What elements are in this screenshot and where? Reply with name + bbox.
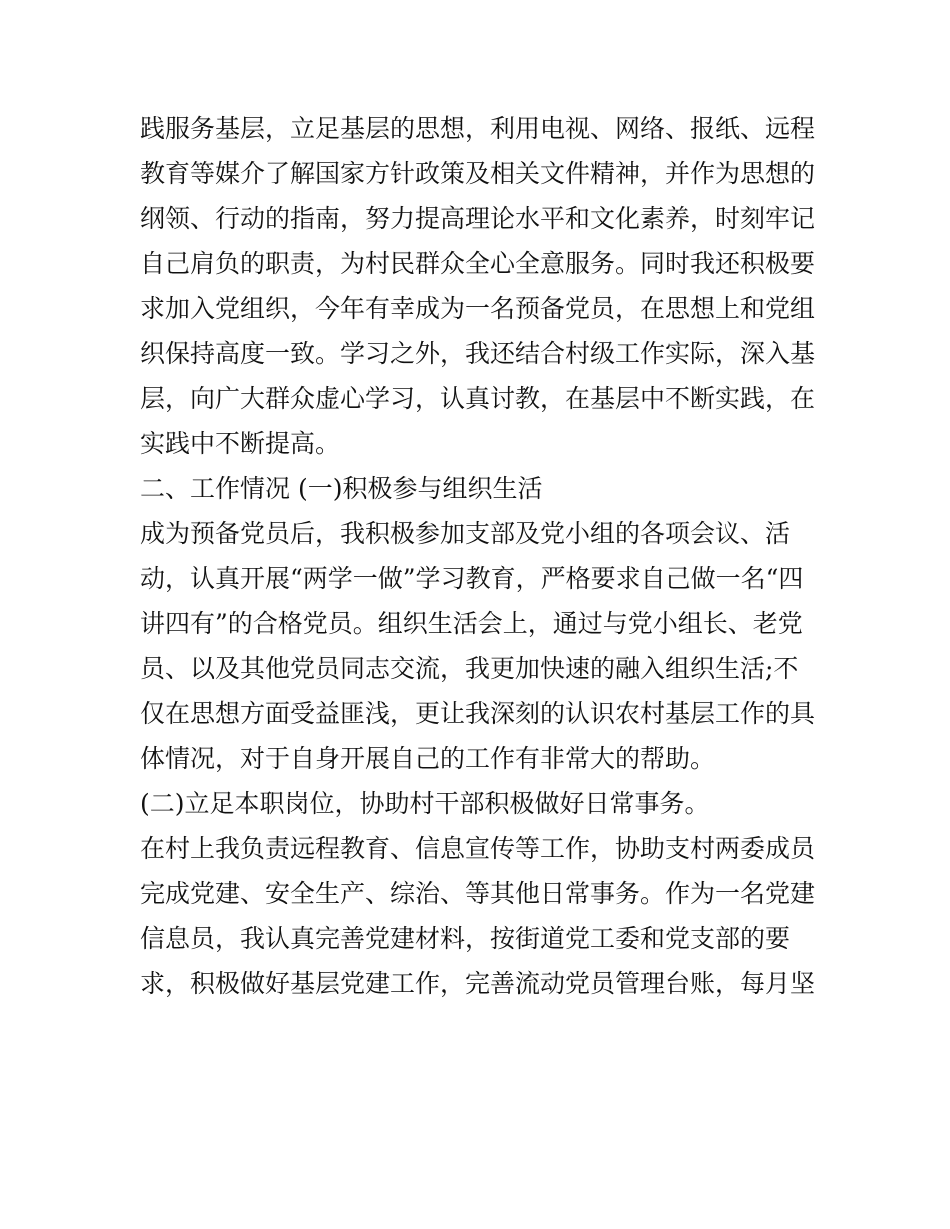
text-line: 实践中不断提高。 <box>140 429 341 458</box>
subsection-heading: (二)立足本职岗位，协助村干部积极做好日常事务。 <box>140 789 710 818</box>
text-line: 纲领、行动的指南，努力提高理论水平和文化素养，时刻牢记 <box>140 204 816 233</box>
section-heading: 二、工作情况 (一)积极参与组织生活 <box>140 474 543 503</box>
text-line: 员、以及其他党员同志交流，我更加快速的融入组织生活;不 <box>140 654 799 683</box>
text-line: 讲四有”的合格党员。组织生活会上，通过与党小组长、老党 <box>140 609 803 638</box>
text-line: 求加入党组织，今年有幸成为一名预备党员，在思想上和党组 <box>140 294 816 323</box>
text-line: 求，积极做好基层党建工作，完善流动党员管理台账，每月坚 <box>140 969 816 998</box>
text-line: 信息员，我认真完善党建材料，按街道党工委和党支部的要 <box>140 924 791 953</box>
text-line: 自己肩负的职责，为村民群众全心全意服务。同时我还积极要 <box>140 249 816 278</box>
text-line: 动，认真开展“两学一做”学习教育，严格要求自己做一名“四 <box>140 564 804 593</box>
text-line: 教育等媒介了解国家方针政策及相关文件精神，并作为思想的 <box>140 159 816 188</box>
body-text <box>140 106 820 1006</box>
text-line: 成为预备党员后，我积极参加支部及党小组的各项会议、活 <box>140 519 791 548</box>
text-line: 体情况，对于自身开展自己的工作有非常大的帮助。 <box>140 744 716 773</box>
text-line: 完成党建、安全生产、综治、等其他日常事务。作为一名党建 <box>140 879 816 908</box>
text-line: 仅在思想方面受益匪浅，更让我深刻的认识农村基层工作的具 <box>140 699 816 728</box>
text-line: 织保持高度一致。学习之外，我还结合村级工作实际，深入基 <box>140 339 816 368</box>
text-line: 在村上我负责远程教育、信息宣传等工作，协助支村两委成员 <box>140 834 816 863</box>
text-line: 践服务基层，立足基层的思想，利用电视、网络、报纸、远程 <box>140 114 816 143</box>
text-line: 层，向广大群众虚心学习，认真讨教，在基层中不断实践，在 <box>140 384 816 413</box>
